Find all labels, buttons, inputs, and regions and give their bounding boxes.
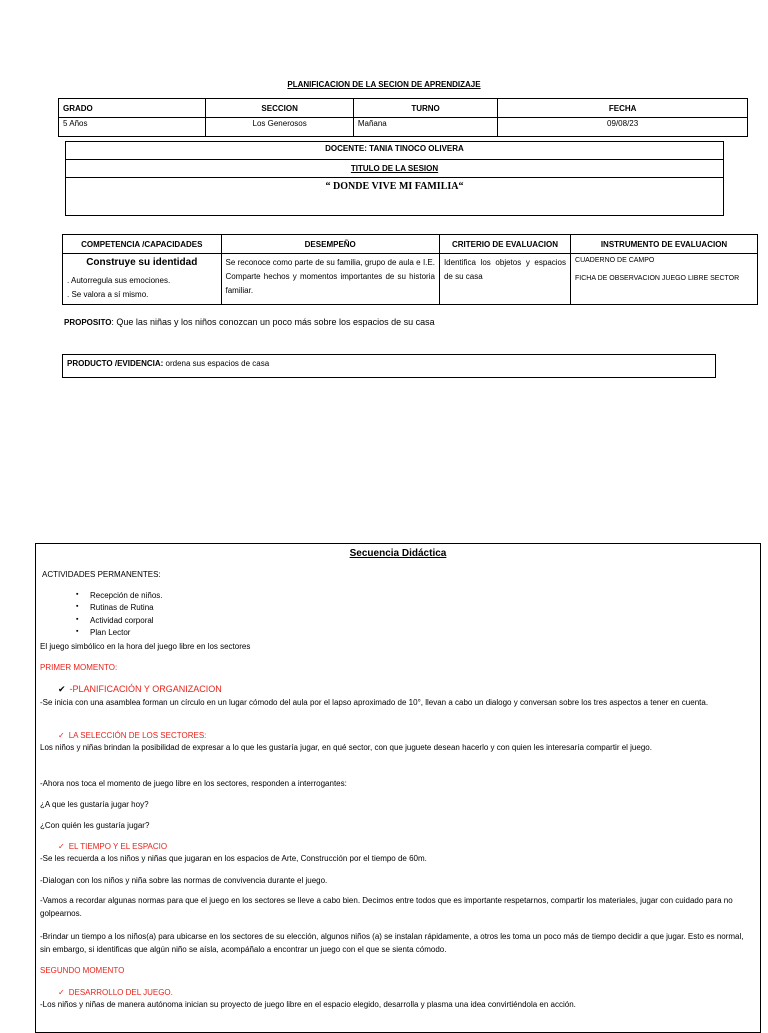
primer-momento: PRIMER MOMENTO: [40,663,118,672]
proposito-text: : Que las niñas y los niños conozcan un poco más sobre los espacios de su casa [111,317,435,327]
header-grado: GRADO [59,99,206,118]
desarrollo-label: DESARROLLO DEL JUEGO. [68,988,173,997]
document-title: PLANIFICACION DE LA SECION DE APRENDIZAJE [287,80,481,89]
tiempo-text: -Se les recuerda a los niños y niñas que jugaran en los espacios de Arte, Construcción por el tiempo de 60m. [40,854,427,863]
instrumento-2: FICHA DE OBSERVACION JUEGO LIBRE SECTOR [575,275,740,282]
list-item: ▪ Plan Lector [90,628,130,637]
planificacion-heading [58,683,754,696]
header-competencia: COMPETENCIA /CAPACIDADES [63,235,222,254]
competency-table [62,234,758,305]
planificacion-label: -PLANIFICACIÓN Y ORGANIZACION [69,684,222,694]
session-box [65,141,724,216]
check-icon: ✓ [58,731,65,740]
pregunta-1: ¿A que les gustaría jugar hoy? [40,800,149,809]
docente: DOCENTE: TANIA TINOCO OLIVERA [66,142,723,160]
pregunta-2: ¿Con quién les gustaría jugar? [40,821,150,830]
header-fecha: FECHA [498,99,748,118]
tiempo-label: EL TIEMPO Y EL ESPACIO [68,842,168,851]
producto-label: PRODUCTO /EVIDENCIA: [67,359,164,368]
dialogan-text: -Dialogan con los niños y niña sobre las normas de convivencia durante el juego. [40,876,328,885]
proposito-label: PROPOSITO [64,318,112,327]
list-item: ▪ Rutinas de Rutina [90,603,154,612]
instrumento-1: CUADERNO DE CAMPO [575,257,655,264]
proposito [64,317,435,327]
producto-box [62,354,716,378]
juego-simbolico: El juego simbólico en la hora del juego libre en los sectores [40,642,251,651]
check-icon: ✓ [58,842,65,851]
list-item: ▪ Recepción de niños. [90,591,163,600]
criterio-text: Identifica los objetos y espacios de su casa [439,254,570,305]
value-grado: 5 Años [59,118,206,137]
list-item: ▪ Actividad corporal [90,616,154,625]
ahora-text: -Ahora nos toca el momento de juego libre en los sectores, responden a interrogantes: [40,779,347,788]
capacidad-2: . Se valora a sí mismo. [67,290,149,299]
seleccion-text: Los niños y niñas brindan la posibilidad de expresar a lo que les gustaría jugar, en qué sector, con que juguete desean hacerlo y con quien les interesaría compartir el juego. [40,743,652,752]
header-turno: TURNO [353,99,497,118]
header-criterio: CRITERIO DE EVALUACION [439,235,570,254]
vamos-text: -Vamos a recordar algunas normas para que el juego en los sectores se lleve a cabo bien. Decimos entre todos que es importante respetarnos, compartir los materiales, jugar con cuidado para no golpearnos. [40,896,733,918]
value-turno: Mañana [353,118,497,137]
seleccion-label: LA SELECCIÓN DE LOS SECTORES: [68,731,207,740]
value-seccion: Los Generosos [206,118,353,137]
session-title: “ DONDE VIVE MI FAMILIA“ [325,181,464,192]
check-icon: ✔ [58,684,66,694]
capacidad-1: . Autorregula sus emociones. [67,276,171,285]
header-table [58,98,748,137]
actividades-label: ACTIVIDADES PERMANENTES: [42,570,161,579]
secuencia-title: Secuencia Didáctica [349,548,447,559]
producto-text: ordena sus espacios de casa [163,359,270,368]
segundo-momento: SEGUNDO MOMENTO [40,966,125,975]
desarrollo-text: -Los niños y niñas de manera autónoma inician su proyecto de juego libre en el espacio elegido, desarrolla y plasma una idea convirtiéndola en acción. [40,1000,576,1009]
secuencia-box [35,543,761,1033]
check-icon: ✓ [58,988,65,997]
titulo-label: TITULO DE LA SESION [66,160,723,178]
brindar-text: -Brindar un tiempo a los niños(a) para ubicarse en los sectores de su elección, algunos niños (a) se instalan rápidamente, a otros les toma un poco más de tiempo decidir a que jugar. Esto es normal, sin embargo, si identificas que algún niño se aísla, acompáñalo a encontrar un juego con el que se sienta cómodo. [40,932,744,954]
header-instrumento: INSTRUMENTO DE EVALUACION [571,235,758,254]
header-seccion: SECCION [206,99,353,118]
desempeno-text: Se reconoce como parte de su familia, grupo de aula e I.E. Comparte hechos y momentos importantes de su historia familiar. [221,254,439,305]
competencia-title: Construye su identidad [86,257,198,268]
value-fecha: 09/08/23 [498,118,748,137]
planificacion-text: -Se inicia con una asamblea forman un círculo en un lugar cómodo del aula por el lapso aproximado de 10°, llevan a cabo un dialogo y conversan sobre los tres aspectos a tener en cuenta. [40,698,709,707]
header-desempeno: DESEMPEÑO [221,235,439,254]
